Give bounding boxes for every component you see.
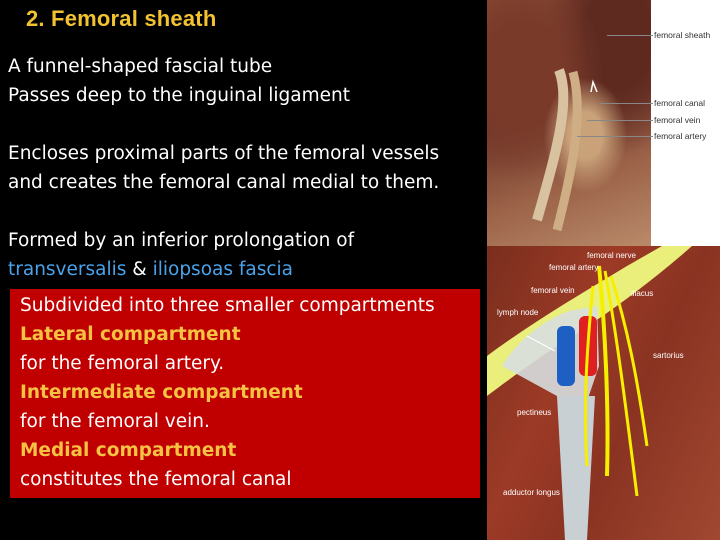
text-line-5: Formed by an inferior prolongation of <box>8 230 355 251</box>
label-adductor-longus: adductor longus <box>503 488 560 497</box>
label-femoral-vein: femoral vein <box>654 115 701 125</box>
term-transversalis: transversalis <box>8 259 127 280</box>
label-femoral-vein-2: femoral vein <box>531 286 575 295</box>
text-line-1: A funnel-shaped fascial tube <box>8 56 273 77</box>
box-line-lateral: Lateral compartment <box>20 324 241 345</box>
label-femoral-artery: femoral artery <box>654 131 707 141</box>
label-lymph-node: lymph node <box>497 308 539 317</box>
text-line-2: Passes deep to the inguinal ligament <box>8 85 350 106</box>
label-femoral-canal: femoral canal <box>654 98 706 108</box>
box-line-5: for the femoral vein. <box>20 411 210 432</box>
box-line-7: constitutes the femoral canal <box>20 469 292 490</box>
illustration-figure-bottom <box>487 246 720 540</box>
text-line-4: and creates the femoral canal medial to them. <box>8 172 440 193</box>
label-femoral-sheath: femoral sheath <box>654 30 711 40</box>
box-line-intermediate: Intermediate compartment <box>20 382 303 403</box>
box-line-1: Subdivided into three smaller compartments <box>20 295 435 316</box>
label-sartorius: sartorius <box>653 351 684 360</box>
dissection-figure-top <box>487 0 720 246</box>
ampersand: & <box>126 259 153 280</box>
term-iliopsoas-fascia: iliopsoas fascia <box>152 259 294 280</box>
label-iliacus: iliacus <box>631 289 654 298</box>
vessel-drawing <box>487 0 651 246</box>
box-line-3: for the femoral artery. <box>20 353 225 374</box>
label-femoral-nerve: femoral nerve <box>587 251 636 260</box>
text-line-6 <box>8 259 293 280</box>
text-line-3: Encloses proximal parts of the femoral vessels <box>8 143 440 164</box>
box-line-medial: Medial compartment <box>20 440 237 461</box>
slide-title: 2. Femoral sheath <box>26 6 217 31</box>
label-pectineus: pectineus <box>517 408 552 417</box>
label-femoral-artery-2: femoral artery <box>549 263 599 272</box>
